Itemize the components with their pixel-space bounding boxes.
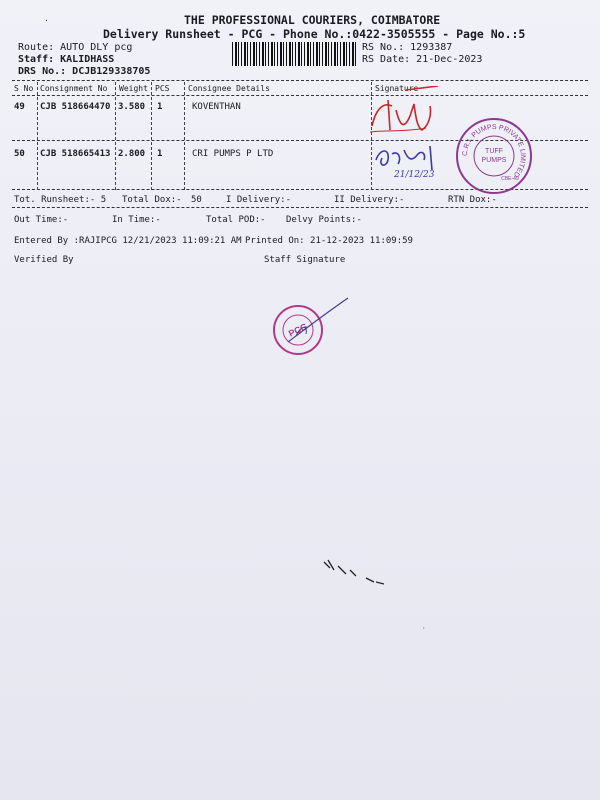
col-divider (37, 82, 38, 190)
seal-inner-text: TUFF (485, 148, 503, 155)
ink-speck: · (44, 16, 49, 25)
pcg-signature-stroke (286, 296, 350, 346)
row-consignee: CRI PUMPS P LTD (192, 149, 274, 159)
header-sno: S No (14, 84, 34, 93)
row-consignee: KOVENTHAN (192, 102, 241, 112)
in-time: In Time:- (112, 215, 161, 225)
seal-ring-text: C.R.I. PUMPS PRIVATE LIMITED (461, 123, 527, 179)
company-title: THE PROFESSIONAL COURIERS, COIMBATORE (184, 13, 441, 27)
row-pcs: 1 (157, 149, 163, 159)
red-signature (366, 86, 456, 146)
header-signature: Signature (375, 84, 419, 93)
header-pcs: PCS (155, 84, 170, 93)
row-sno: 50 (14, 149, 25, 159)
rs-date: RS Date: 21-Dec-2023 (362, 54, 483, 65)
total-pod: Total POD:- (206, 215, 266, 225)
runsheet-subtitle: Delivery Runsheet - PCG - Phone No.:0422-3505555 - Page No.:5 (103, 27, 526, 41)
summary-rule (12, 207, 588, 208)
seal-code: CBE-49 (501, 176, 519, 182)
total-dox-label: Total Dox:- (122, 195, 182, 205)
table-header-rule (12, 95, 588, 96)
handwritten-date: 21/12/23 (394, 170, 435, 180)
ink-specks (320, 556, 390, 586)
row-sno: 49 (14, 102, 25, 112)
out-time: Out Time:- (14, 215, 69, 225)
row-pcs: 1 (157, 102, 163, 112)
delvy-points: Delvy Points:- (286, 215, 362, 225)
rs-number: RS No.: 1293387 (362, 42, 453, 53)
seal-inner-text: PUMPS (481, 157, 507, 164)
header-consignee: Consignee Details (188, 84, 270, 93)
row-weight: 2.800 (118, 149, 146, 159)
printed-on: Printed On: 21-12-2023 11:09:59 (245, 236, 413, 246)
col-divider (184, 82, 185, 190)
barcode (232, 42, 356, 66)
drs-number: DRS No.: DCJB129338705 (18, 66, 151, 77)
ii-delivery: II Delivery:- (334, 195, 405, 205)
header-weight: Weight (119, 84, 148, 93)
staff-signature-label: Staff Signature (264, 255, 346, 265)
col-divider (115, 82, 116, 190)
total-dox-value: 50 (191, 195, 202, 205)
rtn-dox: RTN Dox:- (448, 195, 497, 205)
company-seal (456, 118, 532, 194)
header-consignment: Consignment No (40, 84, 108, 93)
i-delivery: I Delivery:- (226, 195, 292, 205)
route-label: Route: AUTO DLY pcg (18, 42, 133, 53)
tot-runsheet: Tot. Runsheet:- 5 (14, 195, 107, 205)
row-weight: 3.580 (118, 102, 146, 112)
staff-label: Staff: KALIDHASS (18, 54, 115, 65)
ink-speck: · (422, 625, 426, 632)
row-consignment: CJB 518665413 (40, 149, 111, 159)
entered-by: Entered By :RAJIPCG 12/21/2023 11:09:21 AM (14, 236, 242, 246)
pcg-seal-text: PCG (287, 321, 309, 339)
col-divider (151, 82, 152, 190)
table-top-rule (12, 80, 588, 81)
row-consignment: CJB 518664470 (40, 102, 111, 112)
verified-by: Verified By (14, 255, 74, 265)
